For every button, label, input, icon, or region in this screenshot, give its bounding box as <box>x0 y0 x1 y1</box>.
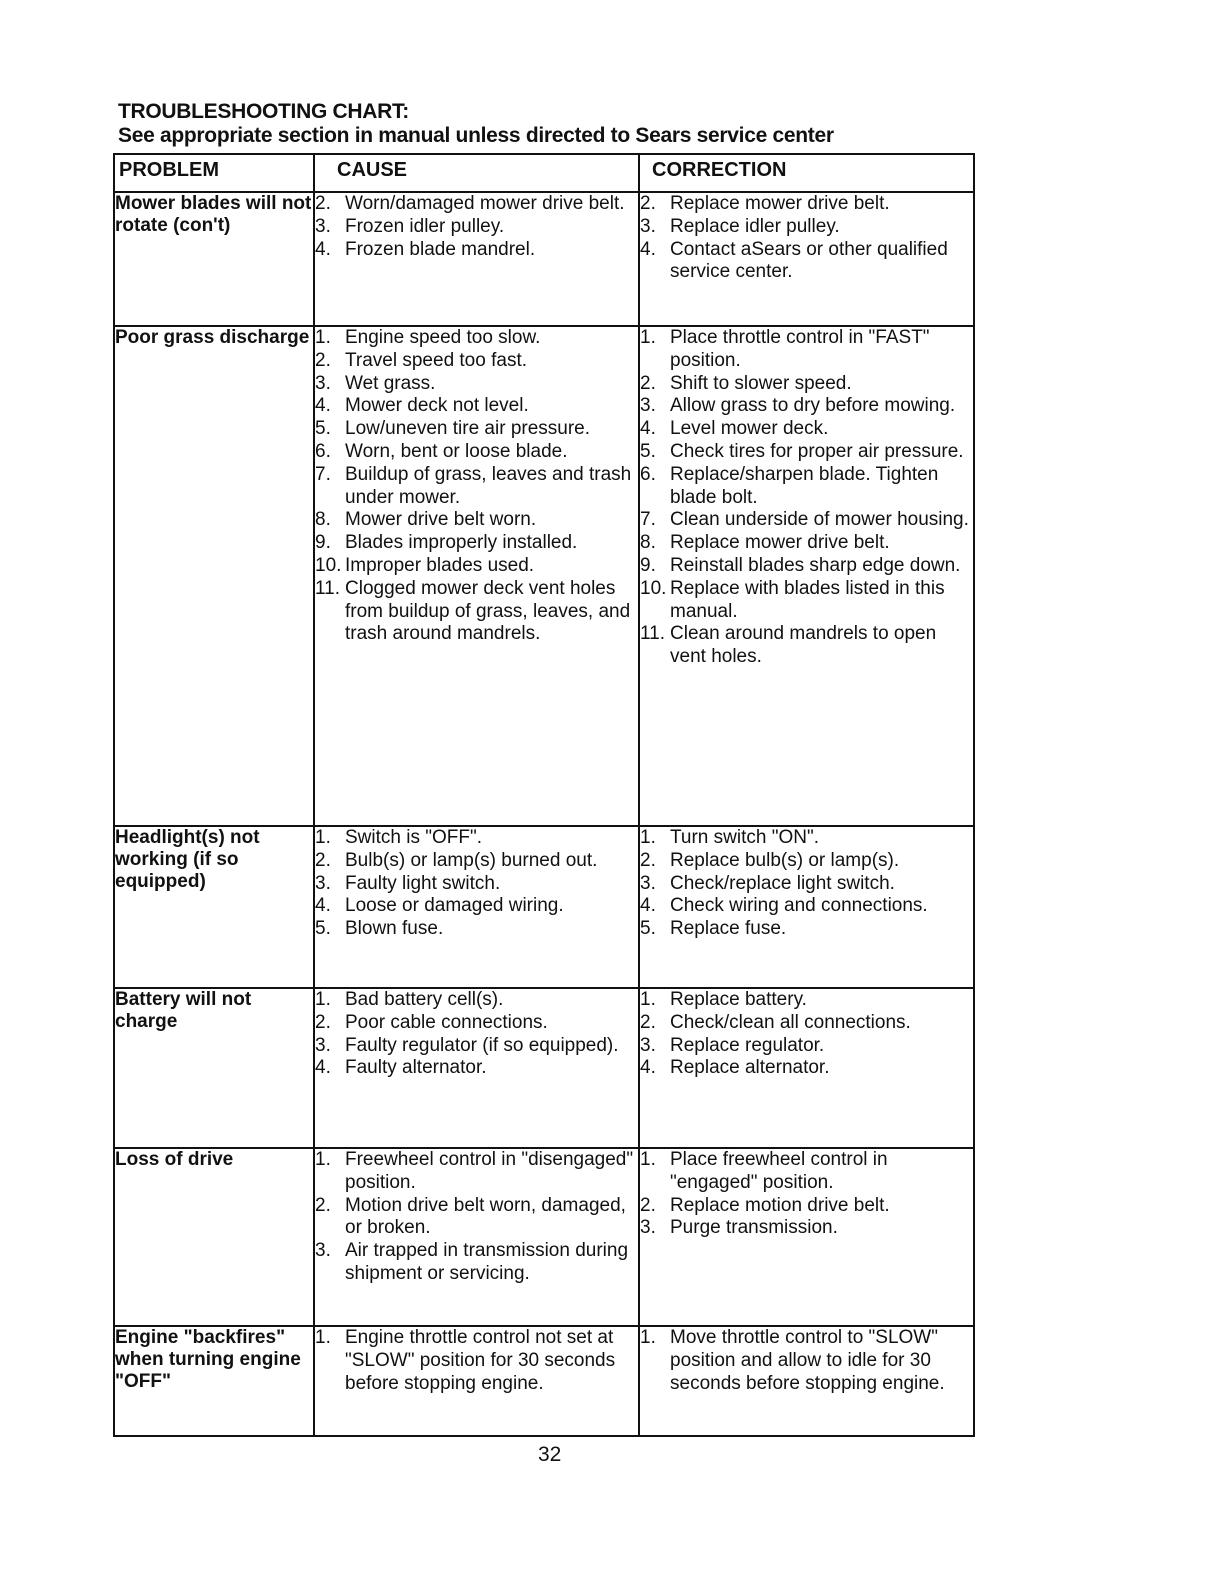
cause-item <box>315 850 638 873</box>
item-number: 1. <box>640 1149 656 1170</box>
correction-item <box>640 327 973 373</box>
cause-cell <box>314 1148 639 1326</box>
table-row <box>114 988 974 1148</box>
item-text: Place freewheel control in "engaged" position. <box>670 1149 888 1193</box>
item-number: 2. <box>640 1011 656 1033</box>
item-text: Clean around mandrels to open vent holes. <box>670 623 937 668</box>
correction-cell <box>639 1326 974 1436</box>
cause-item <box>315 895 638 918</box>
cause-cell <box>314 326 639 826</box>
item-text: Level mower deck. <box>670 418 829 440</box>
item-text: Blown fuse. <box>345 918 444 940</box>
item-number: 1. <box>315 1327 331 1348</box>
item-number: 2. <box>640 849 656 871</box>
item-number: 2. <box>315 1194 331 1216</box>
item-number: 1. <box>315 827 331 848</box>
correction-item <box>640 395 973 418</box>
page-number: 32 <box>538 1443 562 1466</box>
correction-item <box>640 509 973 532</box>
item-text: Bad battery cell(s). <box>345 989 504 1010</box>
item-text: Buildup of grass, leaves and trash under mower. <box>345 463 632 508</box>
item-number: 5. <box>315 918 331 940</box>
item-text: Turn switch "ON". <box>670 827 819 848</box>
item-text: Faulty light switch. <box>345 872 501 894</box>
item-number: 11. <box>315 577 341 599</box>
item-text: Replace idler pulley. <box>670 215 840 237</box>
item-text: Mower drive belt worn. <box>345 509 537 531</box>
item-text: Check/replace light switch. <box>670 872 895 894</box>
correction-item <box>640 1195 973 1218</box>
cause-item <box>315 918 638 941</box>
item-number: 3. <box>640 1034 656 1056</box>
item-number: 2. <box>640 193 656 214</box>
item-text: Engine speed too slow. <box>345 327 541 348</box>
item-text: Faulty regulator (if so equipped). <box>345 1034 619 1056</box>
item-text: Blades improperly installed. <box>345 532 578 554</box>
cause-item <box>315 1327 638 1395</box>
item-number: 4. <box>640 418 656 440</box>
correction-item <box>640 1035 973 1058</box>
item-number: 2. <box>315 849 331 871</box>
table-row <box>114 326 974 826</box>
cause-item <box>315 216 638 239</box>
item-text: Place throttle control in "FAST" position. <box>670 327 930 371</box>
cause-item <box>315 1195 638 1241</box>
cause-item <box>315 395 638 418</box>
cause-item <box>315 989 638 1012</box>
correction-item <box>640 418 973 441</box>
item-text: Low/uneven tire air pressure. <box>345 418 591 440</box>
correction-item <box>640 1217 973 1240</box>
item-number: 1. <box>640 1327 656 1348</box>
problem-cell: Battery will not charge <box>114 988 314 1148</box>
correction-item <box>640 895 973 918</box>
correction-item <box>640 1149 973 1195</box>
correction-item <box>640 623 973 669</box>
correction-item <box>640 532 973 555</box>
cause-cell <box>314 192 639 326</box>
header-problem: PROBLEM <box>114 154 314 192</box>
correction-item <box>640 1057 973 1080</box>
item-number: 2. <box>315 193 331 214</box>
cause-item <box>315 827 638 850</box>
cause-item <box>315 350 638 373</box>
cause-cell <box>314 826 639 988</box>
cause-item <box>315 578 638 646</box>
correction-cell <box>639 1148 974 1326</box>
correction-item <box>640 989 973 1012</box>
correction-item <box>640 1012 973 1035</box>
correction-item <box>640 216 973 239</box>
item-number: 4. <box>315 238 331 260</box>
item-number: 10. <box>640 577 667 599</box>
item-number: 2. <box>640 372 656 394</box>
table-row <box>114 826 974 988</box>
item-text: Replace alternator. <box>670 1057 830 1079</box>
item-number: 4. <box>640 238 656 260</box>
item-number: 1. <box>315 989 331 1010</box>
item-text: Check wiring and connections. <box>670 895 928 917</box>
item-text: Move throttle control to "SLOW" position and allow to idle for 30 seconds before stopping engine. <box>670 1327 945 1394</box>
item-number: 1. <box>640 827 656 848</box>
header-cause: CAUSE <box>314 154 639 192</box>
item-text: Check tires for proper air pressure. <box>670 440 964 462</box>
problem-cell: Mower blades will not rotate (con't) <box>114 192 314 326</box>
item-number: 1. <box>315 1149 331 1170</box>
item-text: Loose or damaged wiring. <box>345 895 564 917</box>
item-number: 4. <box>640 895 656 917</box>
item-text: Faulty alternator. <box>345 1057 487 1079</box>
item-text: Worn, bent or loose blade. <box>345 440 568 462</box>
item-number: 2. <box>315 1011 331 1033</box>
item-text: Poor cable connections. <box>345 1011 548 1033</box>
cause-item <box>315 418 638 441</box>
item-number: 3. <box>315 872 331 894</box>
correction-item <box>640 193 973 216</box>
item-number: 1. <box>315 327 331 348</box>
item-text: Replace with blades listed in this manual. <box>670 577 945 622</box>
correction-item <box>640 873 973 896</box>
item-number: 5. <box>640 918 656 940</box>
cause-cell <box>314 1326 639 1436</box>
correction-item <box>640 373 973 396</box>
item-number: 3. <box>315 1034 331 1056</box>
item-number: 11. <box>640 623 666 645</box>
item-number: 3. <box>640 215 656 237</box>
item-text: Worn/damaged mower drive belt. <box>345 193 625 214</box>
item-text: Improper blades used. <box>345 554 535 576</box>
item-number: 3. <box>315 372 331 394</box>
item-text: Frozen blade mandrel. <box>345 238 536 260</box>
item-number: 1. <box>640 989 656 1010</box>
correction-item <box>640 555 973 578</box>
correction-item <box>640 441 973 464</box>
item-text: Engine throttle control not set at "SLOW" position for 30 seconds before stopping engine. <box>345 1327 616 1394</box>
item-text: Motion drive belt worn, damaged, or broken. <box>345 1194 626 1239</box>
problem-cell: Headlight(s) not working (if so equipped) <box>114 826 314 988</box>
item-text: Freewheel control in "disengaged" position. <box>345 1149 634 1193</box>
troubleshooting-table <box>113 153 975 1437</box>
item-number: 4. <box>315 1057 331 1079</box>
item-number: 2. <box>640 1194 656 1216</box>
item-text: Clogged mower deck vent holes from buildup of grass, leaves, and trash around mandrels. <box>345 577 631 645</box>
item-text: Replace regulator. <box>670 1034 825 1056</box>
correction-item <box>640 239 973 285</box>
cause-item <box>315 1149 638 1195</box>
item-text: Check/clean all connections. <box>670 1011 911 1033</box>
item-number: 7. <box>315 463 331 485</box>
correction-cell <box>639 326 974 826</box>
cause-item <box>315 532 638 555</box>
item-number: 3. <box>640 395 656 417</box>
item-text: Contact aSears or other qualified service center. <box>670 238 948 283</box>
cause-item <box>315 193 638 216</box>
item-text: Shift to slower speed. <box>670 372 852 394</box>
table-row <box>114 1148 974 1326</box>
item-text: Mower deck not level. <box>345 395 529 417</box>
cause-item <box>315 373 638 396</box>
cause-item <box>315 1035 638 1058</box>
table-row <box>114 192 974 326</box>
problem-cell: Poor grass discharge <box>114 326 314 826</box>
item-number: 3. <box>640 1217 656 1239</box>
correction-item <box>640 578 973 624</box>
item-number: 9. <box>315 532 331 554</box>
correction-cell <box>639 826 974 988</box>
cause-cell <box>314 988 639 1148</box>
item-text: Switch is "OFF". <box>345 827 482 848</box>
cause-item <box>315 327 638 350</box>
item-number: 2. <box>315 349 331 371</box>
item-text: Clean underside of mower housing. <box>670 509 969 531</box>
item-number: 8. <box>315 509 331 531</box>
correction-item <box>640 918 973 941</box>
correction-item <box>640 827 973 850</box>
item-number: 4. <box>315 395 331 417</box>
cause-item <box>315 873 638 896</box>
item-number: 3. <box>315 215 331 237</box>
item-text: Replace motion drive belt. <box>670 1194 890 1216</box>
cause-item <box>315 555 638 578</box>
item-number: 5. <box>315 418 331 440</box>
item-number: 6. <box>640 463 656 485</box>
item-text: Replace/sharpen blade. Tighten blade bolt. <box>670 463 939 508</box>
item-text: Bulb(s) or lamp(s) burned out. <box>345 849 598 871</box>
item-text: Purge transmission. <box>670 1217 838 1239</box>
item-number: 8. <box>640 532 656 554</box>
item-number: 10. <box>315 554 342 576</box>
item-number: 9. <box>640 554 656 576</box>
item-number: 6. <box>315 440 331 462</box>
cause-item <box>315 441 638 464</box>
correction-cell <box>639 192 974 326</box>
header-correction: CORRECTION <box>639 154 974 192</box>
cause-item <box>315 509 638 532</box>
item-text: Reinstall blades sharp edge down. <box>670 554 961 576</box>
correction-item <box>640 1327 973 1395</box>
cause-item <box>315 464 638 510</box>
correction-item <box>640 464 973 510</box>
table-row <box>114 1326 974 1436</box>
item-text: Travel speed too fast. <box>345 349 528 371</box>
item-number: 7. <box>640 509 656 531</box>
cause-item <box>315 1240 638 1286</box>
item-number: 4. <box>315 895 331 917</box>
item-text: Replace mower drive belt. <box>670 193 890 214</box>
item-text: Air trapped in transmission during shipment or servicing. <box>345 1240 629 1284</box>
item-text: Frozen idler pulley. <box>345 215 505 237</box>
problem-cell: Engine "backfires" when turning engine "OFF" <box>114 1326 314 1436</box>
item-text: Wet grass. <box>345 372 436 394</box>
table-header-row <box>114 154 974 192</box>
item-text: Replace bulb(s) or lamp(s). <box>670 849 900 871</box>
item-number: 5. <box>640 440 656 462</box>
problem-cell: Loss of drive <box>114 1148 314 1326</box>
correction-cell <box>639 988 974 1148</box>
page-title: TROUBLESHOOTING CHART: <box>118 100 409 123</box>
page-subtitle: See appropriate section in manual unless directed to Sears service center <box>118 124 834 147</box>
item-text: Replace fuse. <box>670 918 787 940</box>
cause-item <box>315 1012 638 1035</box>
item-text: Allow grass to dry before mowing. <box>670 395 956 417</box>
item-number: 1. <box>640 327 656 348</box>
item-number: 4. <box>640 1057 656 1079</box>
item-number: 3. <box>315 1240 331 1262</box>
cause-item <box>315 239 638 262</box>
item-number: 3. <box>640 872 656 894</box>
item-text: Replace mower drive belt. <box>670 532 890 554</box>
item-text: Replace battery. <box>670 989 807 1010</box>
cause-item <box>315 1057 638 1080</box>
correction-item <box>640 850 973 873</box>
